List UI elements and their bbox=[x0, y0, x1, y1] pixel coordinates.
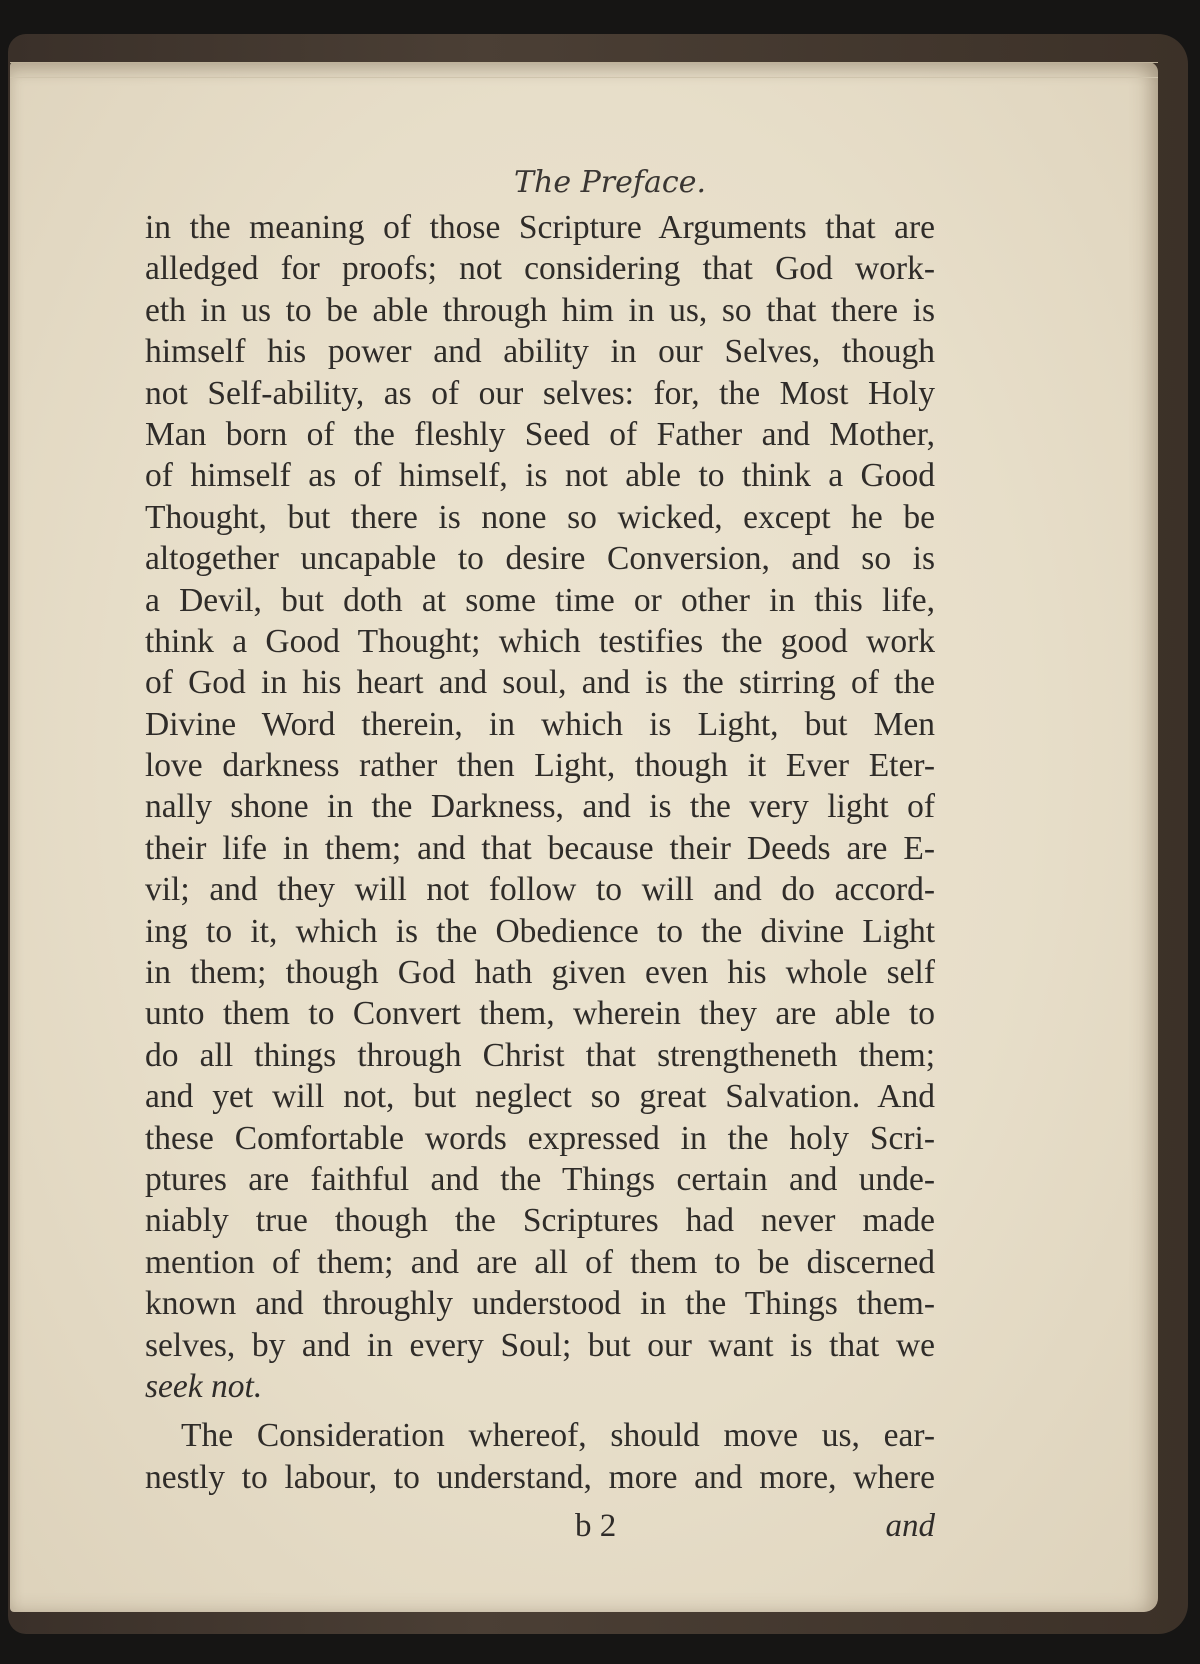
signature-mark: b 2 bbox=[575, 1508, 617, 1544]
text-line: Thought, but there is none so wicked, except he be bbox=[145, 498, 935, 536]
paragraph-2-line: The Consideration whereof, should move us, ear- bbox=[181, 1417, 935, 1455]
text-line: and yet will not, but neglect so great Salvation. And bbox=[145, 1078, 935, 1116]
text-line: unto them to Convert them, wherein they are able to bbox=[145, 995, 935, 1033]
text-line: do all things through Christ that strengtheneth them; bbox=[145, 1036, 935, 1074]
page-edges bbox=[10, 62, 1158, 78]
text-line: altogether uncapable to desire Conversion, and so is bbox=[145, 540, 935, 578]
text-line: mention of them; and are all of them to be discerned bbox=[145, 1243, 935, 1281]
text-line: of himself as of himself, is not able to think a Good bbox=[145, 457, 935, 495]
text-line: niably true though the Scriptures had never made bbox=[145, 1202, 935, 1240]
text-line: in the meaning of those Scripture Arguments that are bbox=[145, 209, 935, 246]
text-line: their life in them; and that because their Deeds are E- bbox=[145, 829, 935, 867]
text-line: vil; and they will not follow to will and do accord- bbox=[145, 871, 935, 909]
text-line: not Self-ability, as of our selves: for, the Most Holy bbox=[145, 374, 935, 412]
text-line: Man born of the fleshly Seed of Father and Mother, bbox=[145, 415, 935, 453]
text-line: of God in his heart and soul, and is the stirring of the bbox=[145, 664, 935, 702]
running-head: The Preface. bbox=[514, 165, 706, 200]
text-line: love darkness rather then Light, though it Ever Eter- bbox=[145, 747, 935, 785]
text-line: ptures are faithful and the Things certain and unde- bbox=[145, 1160, 935, 1198]
paragraph-2-line: nestly to labour, to understand, more and more, where bbox=[145, 1458, 935, 1496]
body-text bbox=[145, 207, 935, 1498]
text-line: known and throughly understood in the Things them- bbox=[145, 1285, 935, 1323]
text-line: nally shone in the Darkness, and is the very light of bbox=[145, 788, 935, 826]
text-line: Divine Word therein, in which is Light, but Men bbox=[145, 705, 935, 743]
text-line: a Devil, but doth at some time or other in this life, bbox=[145, 581, 935, 619]
text-line: eth in us to be able through him in us, so that there is bbox=[145, 291, 935, 329]
text-line: alledged for proofs; not considering that God work- bbox=[145, 250, 935, 288]
text-line: seek not. bbox=[145, 1367, 263, 1405]
page-footer bbox=[145, 1508, 935, 1550]
text-line: think a Good Thought; which testifies the good work bbox=[145, 622, 935, 660]
text-line: these Comfortable words expressed in the holy Scri- bbox=[145, 1119, 935, 1157]
text-line: himself his power and ability in our Selves, though bbox=[145, 333, 935, 371]
text-line: ing to it, which is the Obedience to the divine Light bbox=[145, 912, 935, 950]
text-line: in them; though God hath given even his whole self bbox=[145, 954, 935, 992]
text-line: selves, by and in every Soul; but our want is that we bbox=[145, 1326, 935, 1364]
catchword: and bbox=[885, 1508, 935, 1544]
